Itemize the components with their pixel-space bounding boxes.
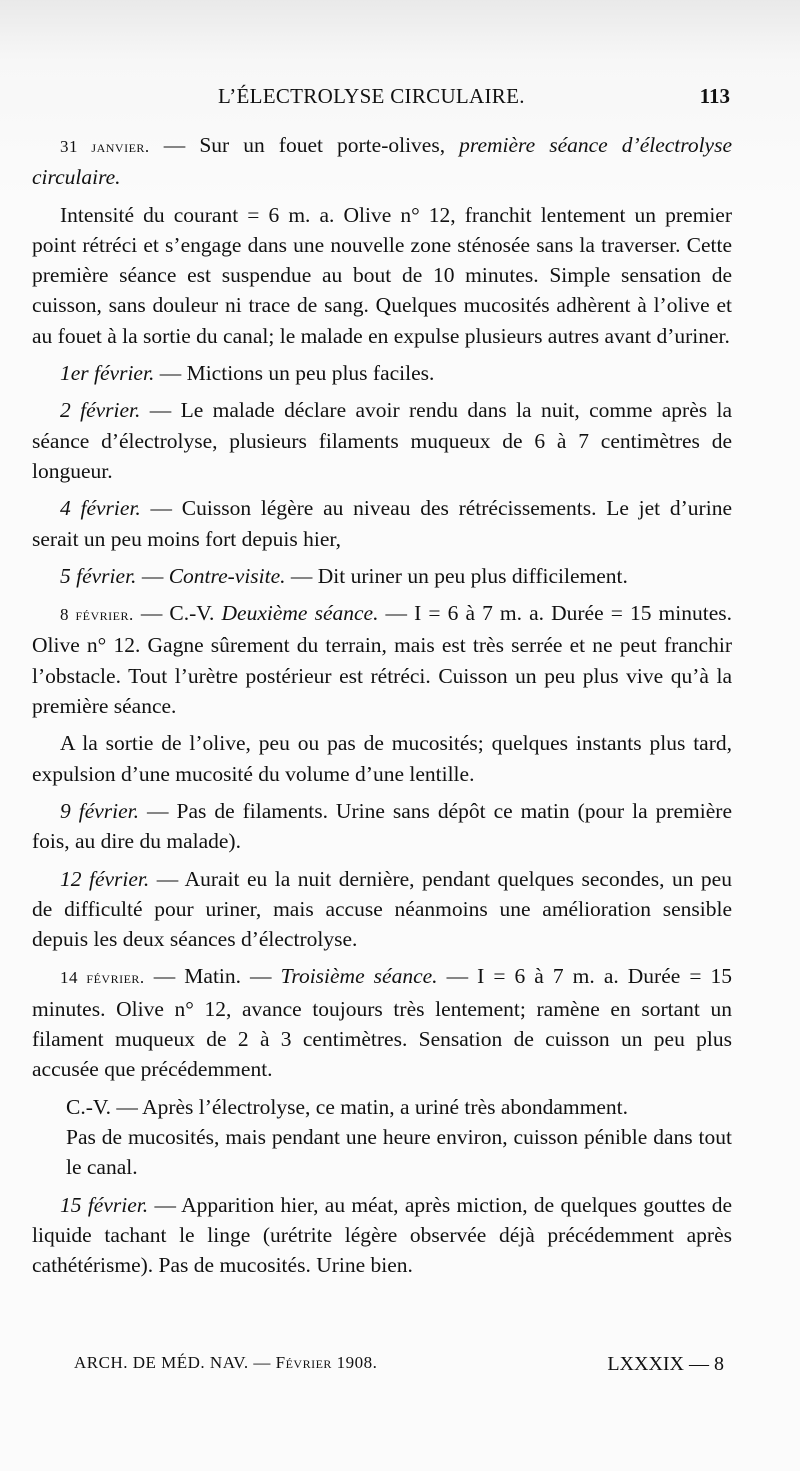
entry-date: 31 janvier. (60, 137, 150, 156)
entry-31-janvier: 31 janvier. — Sur un fouet porte-olives, première séance d’électrolyse circulaire. (32, 133, 733, 190)
entry-12-fevrier: 12 février. — Aurait eu la nuit dernière, pendant quelques secondes, un peu de difficulté pour uriner, mais accuse néanmoins une amélioration sensible depuis les deux séances d’électrolyse. (32, 866, 732, 952)
entry-2-fevrier: 2 février. — Le malade déclare avoir rendu dans la nuit, comme après la séance d’électrolyse, plusieurs filaments muqueux de 6 à 7 centimètres de longueur. (32, 398, 732, 483)
entry-5-fevrier: 5 février. — Contre-visite. — Dit uriner un peu plus difficilement. (60, 563, 628, 588)
entry-1er-fevrier: 1er février. — Mictions un peu plus faciles. (60, 361, 435, 386)
entry-4-fevrier: 4 février. — Cuisson légère au niveau des rétrécissements. Le jet d’urine serait un peu moins fort depuis hier, (32, 496, 732, 551)
entry-8-fevrier: 8 février. — C.-V. Deuxième séance. — I = 6 à 7 m. a. Durée = 15 minutes. Olive n° 12. Gagne sûrement du terrain, mais est très serrée et ne peut franchir l’obstacle. Tout l’urètre postérieur est rétréci. Cuisson un peu plus vive qu’à la première séance. (32, 601, 733, 719)
entry-paragraph: Pas de mucosités, mais pendant une heure environ, cuisson pénible dans tout le canal. (66, 1124, 732, 1180)
page-body (32, 130, 732, 1287)
running-title: L’ÉLECTROLYSE CIRCULAIRE. (218, 84, 525, 108)
entry-9-fevrier: 9 février. — Pas de filaments. Urine sans dépôt ce matin (pour la première fois, au dire du malade). (32, 798, 732, 854)
entry-paragraph: Intensité du courant = 6 m. a. Olive n° 12, franchit lentement un premier point rétréci et s’engage dans une nouvelle zone sténosée sans la traverser. Cette première séance est suspendue au bout de 10 minutes. Simple sensation de cuisson, sans douleur ni trace de sang. Quelques mucosités adhèrent à l’olive et au fouet à la sortie du canal; le malade en expulse plusieurs autres avant d’uriner. (32, 202, 732, 348)
entry-date: 5 février. (60, 563, 137, 588)
entry-date: 15 février. (60, 1192, 149, 1217)
page-footer (74, 1353, 724, 1383)
entry-date: 2 février. (60, 398, 141, 423)
entry-15-fevrier: 15 février. — Apparition hier, au méat, après miction, de quelques gouttes de liquide tachant le linge (urétrite légère observée déjà précédemment après cathétérisme). Pas de mucosités. Urine bien. (32, 1192, 732, 1278)
entry-contre-visite: C.-V. — Après l’électrolyse, ce matin, a uriné très abondamment. (66, 1094, 629, 1119)
entry-date: 12 février. (60, 866, 150, 891)
entry-date: 1er février. (60, 361, 155, 386)
entry-date: 4 février. (60, 496, 141, 521)
page-number: 113 (699, 84, 730, 108)
entry-date: 8 février. (60, 605, 134, 625)
page-header (30, 84, 730, 118)
journal-citation: ARCH. DE MÉD. NAV. — Février 1908. (74, 1353, 378, 1372)
entry-paragraph: A la sortie de l’olive, peu ou pas de mucosités; quelques instants plus tard, expulsion d’une mucosité du volume d’une lentille. (32, 731, 732, 786)
entry-date: 9 février. (60, 798, 140, 823)
volume-signature: LXXXIX — 8 (607, 1353, 724, 1375)
entry-date: 14 février. (60, 968, 145, 988)
entry-14-fevrier: 14 février. — Matin. — Troisième séance. — I = 6 à 7 m. a. Durée = 15 minutes. Olive n° 12, avance toujours très lentement; ramène en sortant un filament muqueux de 2 à 3 centimètres. Sensation de cuisson un peu plus accusée que précédemment. (32, 964, 733, 1082)
